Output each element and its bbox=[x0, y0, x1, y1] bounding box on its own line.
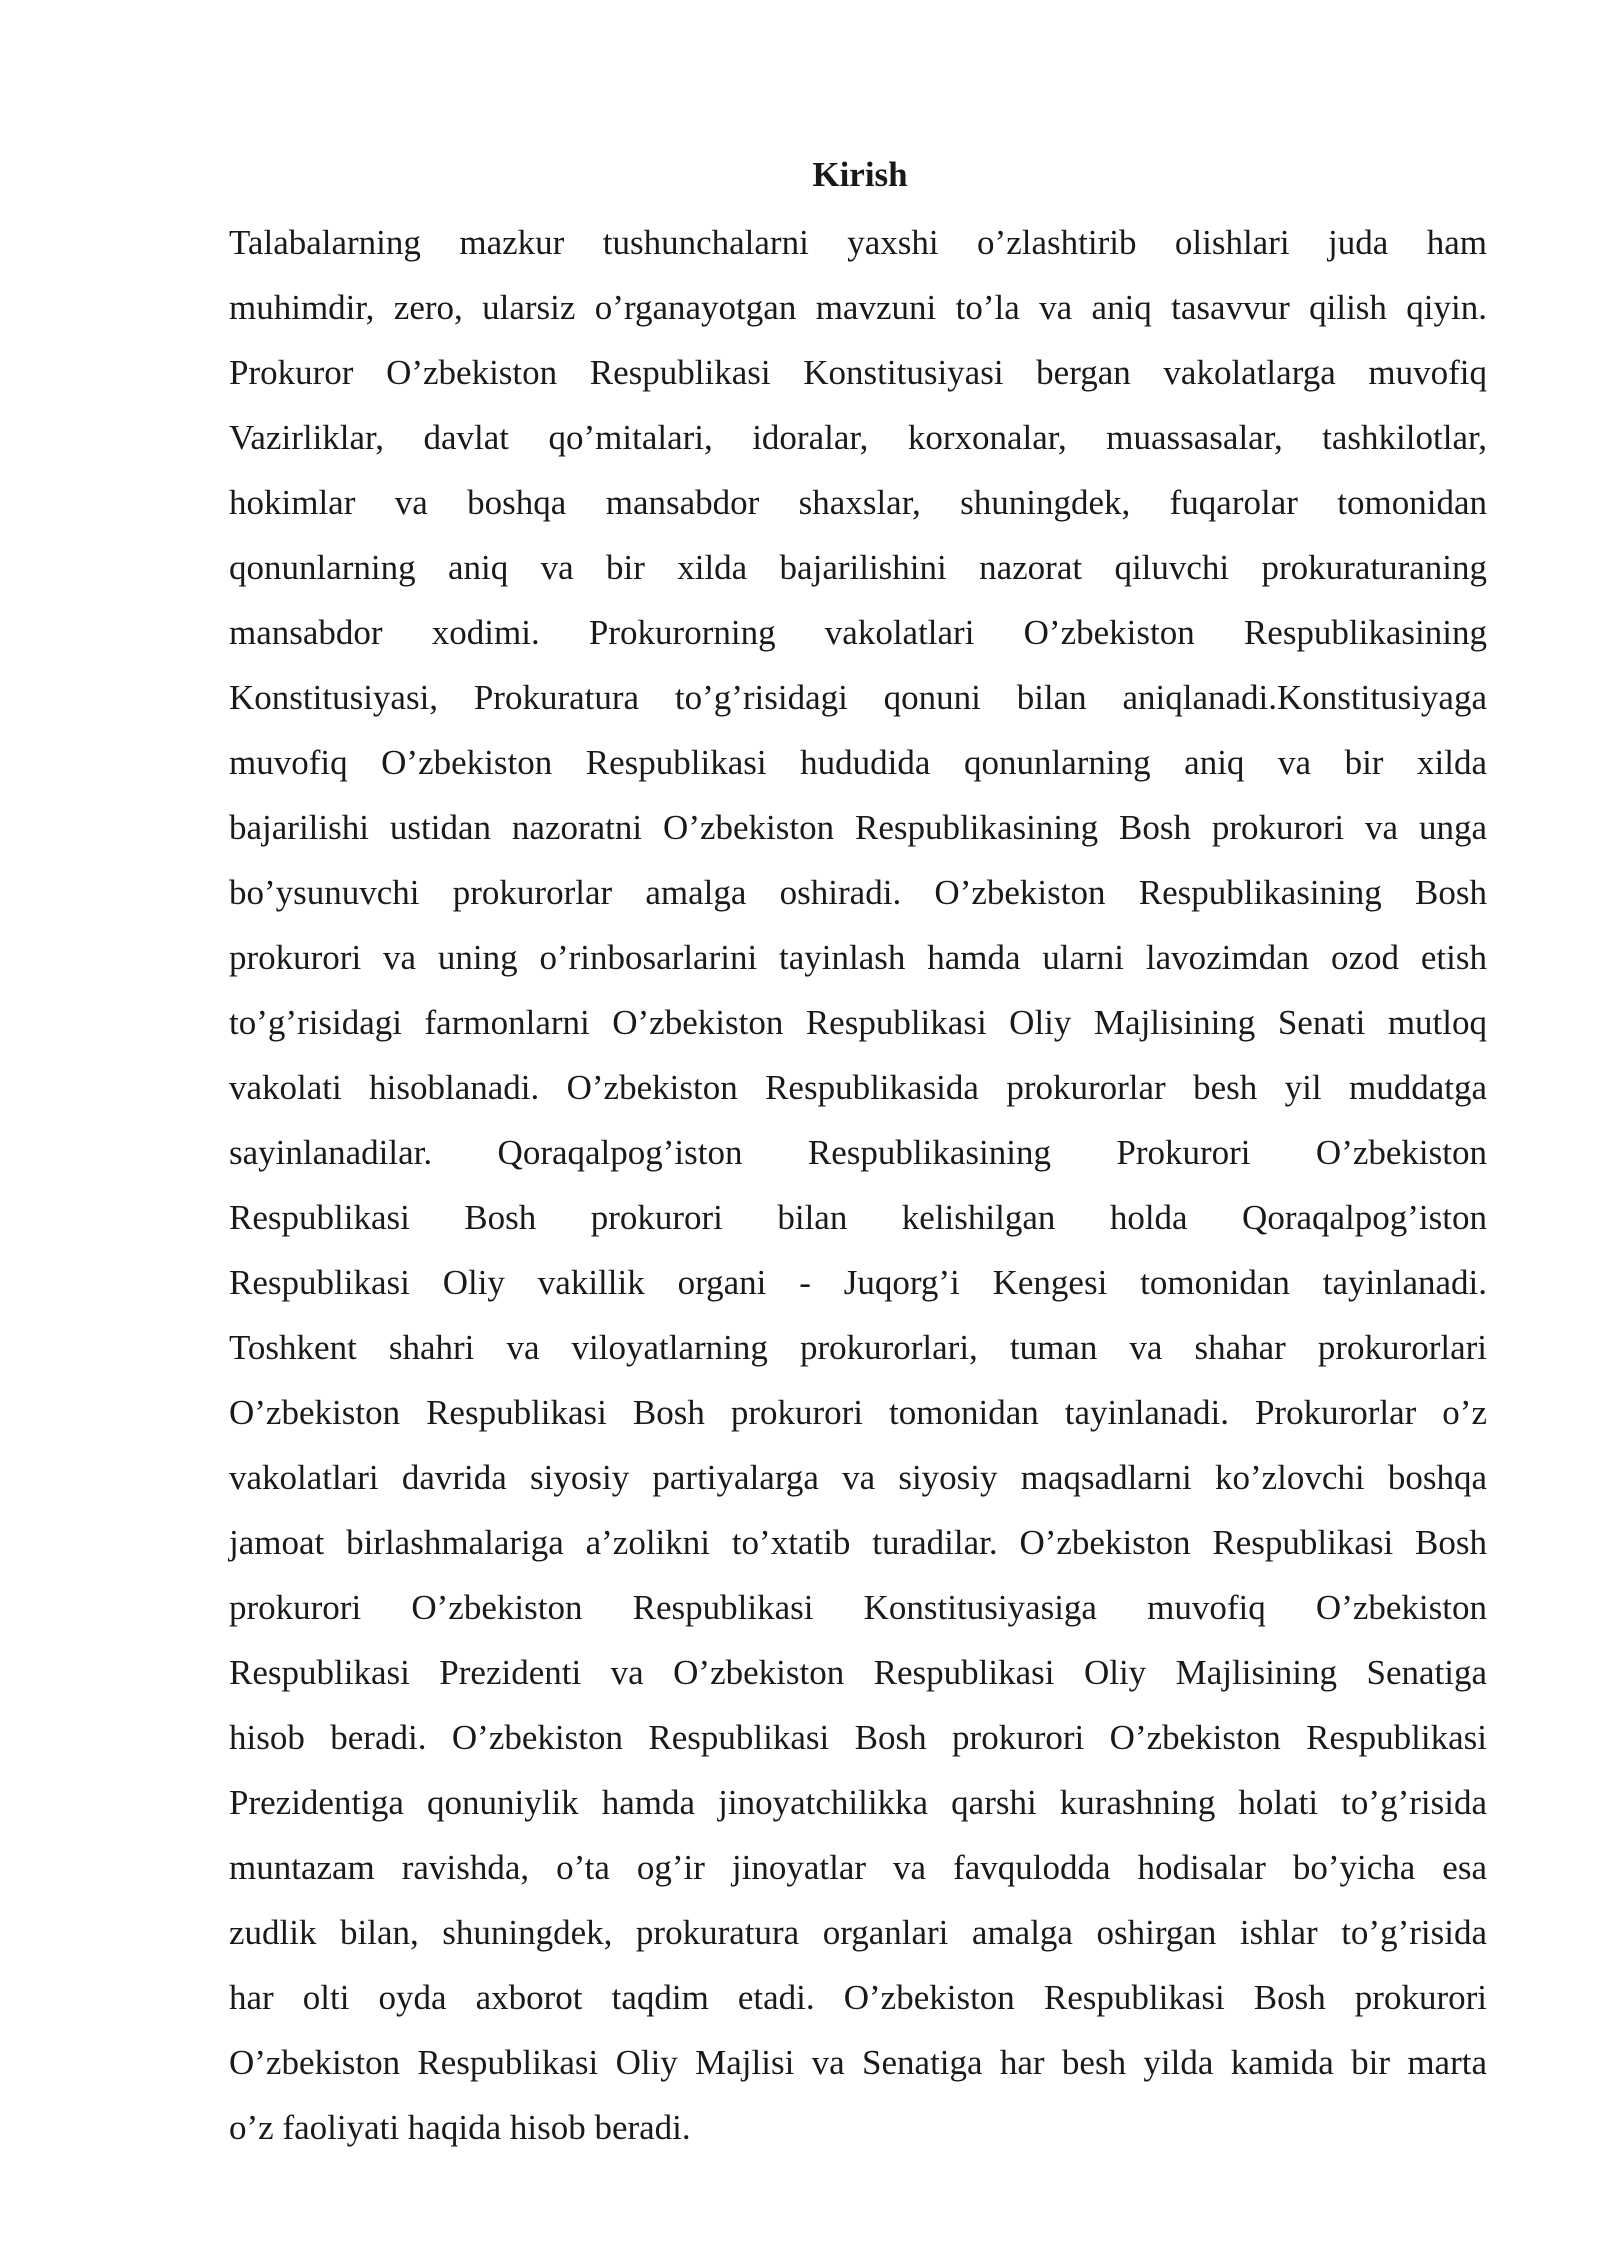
text-line: muvofiq O’zbekiston Respublikasi hududida qonunlarning aniq va bir xilda bbox=[229, 743, 1487, 782]
text-line: sayinlanadilar. Qoraqalpog’iston Respublikasining Prokurori O’zbekiston bbox=[229, 1133, 1487, 1172]
text-line: Respublikasi Prezidenti va O’zbekiston Respublikasi Oliy Majlisining Senatiga bbox=[229, 1653, 1487, 1692]
text-line: O’zbekiston Respublikasi Oliy Majlisi va Senatiga har besh yilda kamida bir marta bbox=[229, 2043, 1487, 2082]
text-line: hokimlar va boshqa mansabdor shaxslar, shuningdek, fuqarolar tomonidan bbox=[229, 483, 1487, 522]
text-line: zudlik bilan, shuningdek, prokuratura organlari amalga oshirgan ishlar to’g’risida bbox=[229, 1913, 1487, 1952]
text-line: Respublikasi Oliy vakillik organi - Juqorg’i Kengesi tomonidan tayinlanadi. bbox=[229, 1263, 1487, 1302]
text-line: Toshkent shahri va viloyatlarning prokurorlari, tuman va shahar prokurorlari bbox=[229, 1328, 1487, 1367]
text-line: qonunlarning aniq va bir xilda bajarilishini nazorat qiluvchi prokuraturaning bbox=[229, 548, 1487, 587]
text-line: prokurori O’zbekiston Respublikasi Konstitusiyasiga muvofiq O’zbekiston bbox=[229, 1588, 1487, 1627]
text-line: o’z faoliyati haqida hisob beradi. bbox=[229, 2108, 691, 2147]
text-line: Prokuror O’zbekiston Respublikasi Konstitusiyasi bergan vakolatlarga muvofiq bbox=[229, 353, 1487, 392]
text-line: Talabalarning mazkur tushunchalarni yaxshi o’zlashtirib olishlari juda ham bbox=[229, 223, 1487, 262]
text-line: Prezidentiga qonuniylik hamda jinoyatchilikka qarshi kurashning holati to’g’risida bbox=[229, 1783, 1487, 1822]
document-title: Kirish bbox=[812, 155, 908, 194]
text-line: bajarilishi ustidan nazoratni O’zbekiston Respublikasining Bosh prokurori va unga bbox=[229, 808, 1487, 847]
text-line: Respublikasi Bosh prokurori bilan kelishilgan holda Qoraqalpog’iston bbox=[229, 1198, 1487, 1237]
document-body bbox=[229, 210, 1487, 2160]
text-line: muntazam ravishda, o’ta og’ir jinoyatlar va favqulodda hodisalar bo’yicha esa bbox=[229, 1848, 1487, 1887]
text-line: O’zbekiston Respublikasi Bosh prokurori tomonidan tayinlanadi. Prokurorlar o’z bbox=[229, 1393, 1487, 1432]
text-line: hisob beradi. O’zbekiston Respublikasi Bosh prokurori O’zbekiston Respublikasi bbox=[229, 1718, 1487, 1757]
text-line: muhimdir, zero, ularsiz o’rganayotgan mavzuni to’la va aniq tasavvur qilish qiyin. bbox=[229, 288, 1487, 327]
text-line: Vazirliklar, davlat qo’mitalari, idoralar, korxonalar, muassasalar, tashkilotlar, bbox=[229, 418, 1487, 457]
text-line: jamoat birlashmalariga a’zolikni to’xtatib turadilar. O’zbekiston Respublikasi Bosh bbox=[229, 1523, 1487, 1562]
text-line: bo’ysunuvchi prokurorlar amalga oshiradi. O’zbekiston Respublikasining Bosh bbox=[229, 873, 1487, 912]
text-line: to’g’risidagi farmonlarni O’zbekiston Respublikasi Oliy Majlisining Senati mutloq bbox=[229, 1003, 1487, 1042]
text-line: prokurori va uning o’rinbosarlarini tayinlash hamda ularni lavozimdan ozod etish bbox=[229, 938, 1487, 977]
text-line: har olti oyda axborot taqdim etadi. O’zbekiston Respublikasi Bosh prokurori bbox=[229, 1978, 1487, 2017]
text-line: vakolati hisoblanadi. O’zbekiston Respublikasida prokurorlar besh yil muddatga bbox=[229, 1068, 1487, 1107]
text-line: vakolatlari davrida siyosiy partiyalarga va siyosiy maqsadlarni ko’zlovchi boshqa bbox=[229, 1458, 1487, 1497]
text-line: mansabdor xodimi. Prokurorning vakolatlari O’zbekiston Respublikasining bbox=[229, 613, 1487, 652]
text-line: Konstitusiyasi, Prokuratura to’g’risidagi qonuni bilan aniqlanadi.Konstitusiyaga bbox=[229, 678, 1487, 717]
